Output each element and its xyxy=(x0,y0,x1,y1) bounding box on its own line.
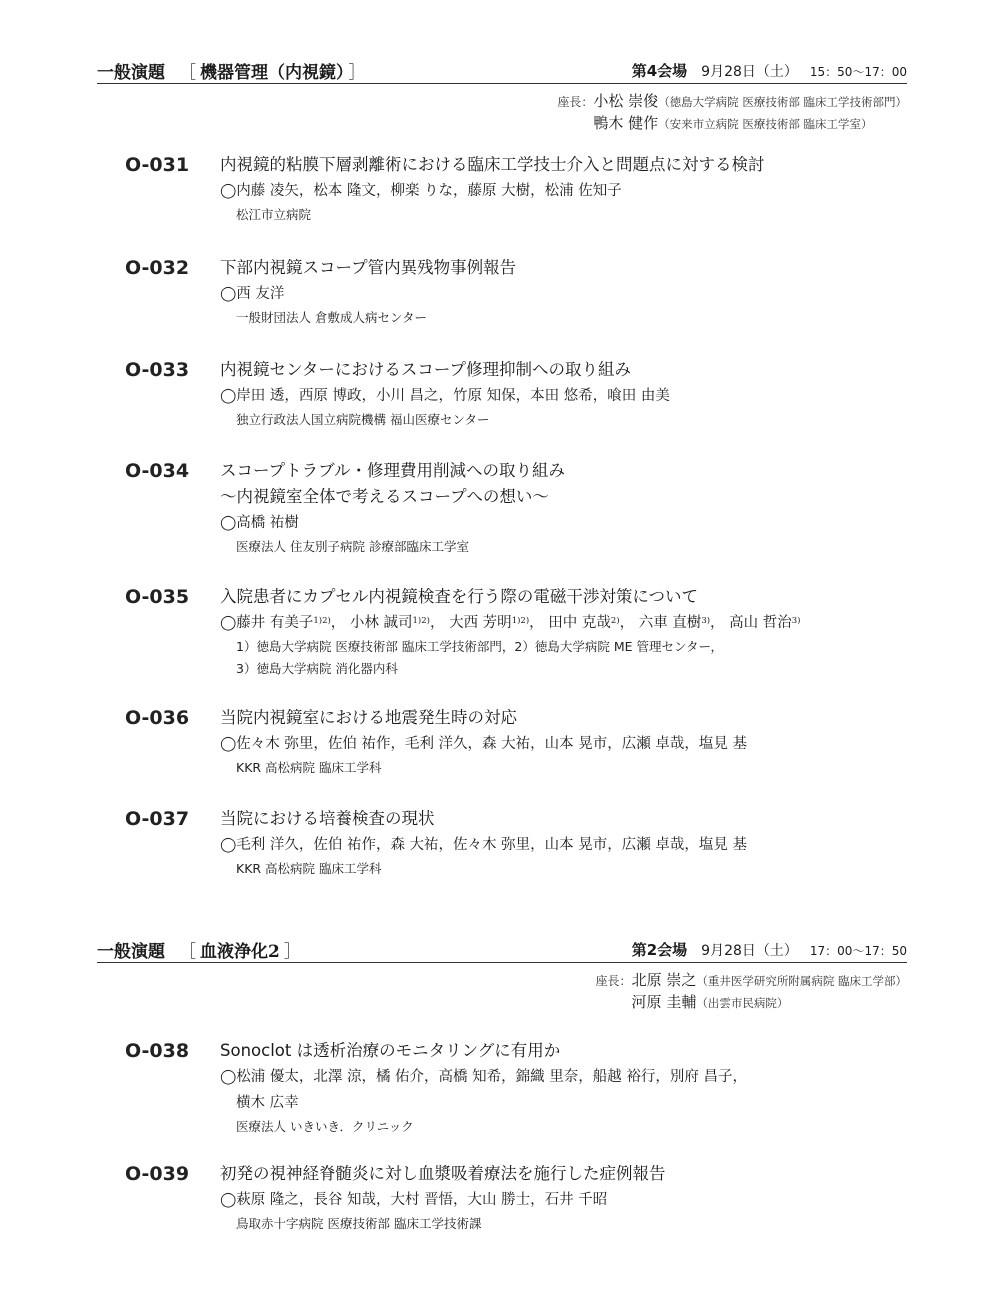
bracket-open: ［ xyxy=(179,942,196,962)
session-date: 9月28日（土） xyxy=(701,943,798,959)
chair-prefix: 座長： xyxy=(595,974,632,988)
chairs-block xyxy=(596,969,907,1013)
abstract-title: スコープトラブル・修理費用削減への取り組み xyxy=(220,461,566,480)
author-name: 高山 哲治 xyxy=(729,615,792,631)
chair-name: 鴨木 健作 xyxy=(593,114,659,132)
author-affil-mark: 1)2) xyxy=(313,616,331,626)
author-separator: ， xyxy=(710,615,725,631)
abstract-code: O-039 xyxy=(125,1163,190,1185)
author-affil-mark: 1)2) xyxy=(412,616,430,626)
author-affil-mark: 3) xyxy=(701,616,711,626)
abstract-affiliation: 医療法人 いきいき．クリニック xyxy=(236,1119,414,1134)
abstract-authors-cont xyxy=(220,1090,910,1116)
author-name: ◯藤井 有美子 xyxy=(220,615,314,631)
author-separator: ， xyxy=(330,615,346,631)
session-venue: 第2会場 xyxy=(631,941,688,959)
abstract-authors: ◯松浦 優太，北澤 涼，橘 佑介，高橋 知希，錦織 里奈，船越 裕行，別府 昌子， xyxy=(220,1069,747,1085)
chairs-block xyxy=(557,90,907,134)
abstract-affiliation: 鳥取赤十字病院 医療技術部 臨床工学技術課 xyxy=(236,1216,482,1231)
author-affil-mark: 1)2) xyxy=(511,616,530,626)
session-label: 一般演題 xyxy=(97,63,165,83)
chair-name: 北原 崇之 xyxy=(631,971,697,989)
abstract-title: Sonoclot は透析治療のモニタリングに有用か xyxy=(220,1041,561,1060)
author-name: 田中 克哉 xyxy=(548,615,611,631)
abstract-title: 初発の視神経脊髄炎に対し血漿吸着療法を施行した症例報告 xyxy=(220,1164,666,1183)
chair-row xyxy=(557,112,907,134)
abstract-authors: ◯毛利 洋久，佐伯 祐作，森 大祐，佐々木 弥里，山本 晃市，広瀬 卓哉，塩見 基 xyxy=(220,837,747,853)
abstract-affiliation: 松江市立病院 xyxy=(236,207,312,222)
session-header xyxy=(97,58,907,84)
bracket-open: ［ xyxy=(179,63,196,83)
session-time: 17：00〜17：50 xyxy=(809,944,907,958)
abstract-code: O-033 xyxy=(125,359,190,381)
abstract-affiliation: 独立行政法人国立病院機構 福山医療センター xyxy=(236,412,490,427)
abstract-affiliation: 医療法人 住友別子病院 診療部臨床工学室 xyxy=(236,539,469,554)
abstract-authors: ◯萩原 隆之，長谷 知哉，大村 晋悟，大山 勝士，石井 千昭 xyxy=(220,1192,608,1208)
abstract-affiliation: 一般財団法人 倉敷成人病センター xyxy=(236,310,427,325)
abstract-authors: ◯佐々木 弥里，佐伯 祐作，毛利 洋久，森 大祐，山本 晃市，広瀬 卓哉，塩見 基 xyxy=(220,736,747,752)
author-name: 大西 芳明 xyxy=(449,615,512,631)
author-separator: ， xyxy=(429,615,445,631)
abstract-title: 当院における培養検査の現状 xyxy=(220,809,435,828)
abstract-code: O-032 xyxy=(125,257,190,279)
chair-affiliation: （徳島大学病院 医療技術部 臨床工学技術部門） xyxy=(658,95,907,109)
abstract-title: 入院患者にカプセル内視鏡検査を行う際の電磁干渉対策について xyxy=(220,587,699,606)
session-topic: 血液浄化2 xyxy=(200,942,280,962)
header-rule xyxy=(97,962,907,963)
session-topic: 機器管理（内視鏡） xyxy=(200,63,345,83)
abstract-title: 内視鏡的粘膜下層剥離術における臨床工学技士介入と問題点に対する検討 xyxy=(220,155,765,174)
chair-prefix: 座長： xyxy=(557,95,594,109)
author-name: 六車 直樹 xyxy=(638,615,702,631)
abstract-code: O-038 xyxy=(125,1040,190,1062)
abstract-authors: ◯西 友洋 xyxy=(220,286,285,302)
session-date: 9月28日（土） xyxy=(701,64,798,80)
author-name: 小林 誠司 xyxy=(349,615,413,631)
abstract-code: O-036 xyxy=(125,707,190,729)
abstract-affiliation: KKR 高松病院 臨床工学科 xyxy=(236,861,382,876)
session-venue: 第4会場 xyxy=(631,62,688,80)
abstract-subtitle: 〜内視鏡室全体で考えるスコープへの想い〜 xyxy=(220,487,549,506)
abstract-affiliation: 1）徳島大学病院 医療技術部 臨床工学技術部門，2）徳島大学病院 ME 管理センター， xyxy=(236,639,723,654)
author-continuation: 横木 広幸 xyxy=(236,1095,299,1111)
abstract-code: O-034 xyxy=(125,460,190,482)
chair-row xyxy=(596,969,907,991)
chair-name: 小松 崇俊 xyxy=(593,92,659,110)
session-time: 15：50〜17：00 xyxy=(809,65,907,79)
author-affil-mark: 2) xyxy=(610,616,620,626)
abstract-title: 内視鏡センターにおけるスコープ修理抑制への取り組み xyxy=(220,360,632,379)
chair-name: 河原 圭輔 xyxy=(631,993,697,1011)
abstract-title: 当院内視鏡室における地震発生時の対応 xyxy=(220,708,517,727)
abstract-code: O-035 xyxy=(125,586,190,608)
author-separator: ， xyxy=(529,615,544,631)
chair-affiliation: （安来市立病院 医療技術部 臨床工学室） xyxy=(658,117,873,131)
chair-row xyxy=(557,90,907,112)
session-header xyxy=(97,937,907,963)
abstract-title: 下部内視鏡スコープ管内異残物事例報告 xyxy=(220,258,517,277)
abstract-affiliation: 3）徳島大学病院 消化器内科 xyxy=(236,661,398,676)
chair-affiliation: （重井医学研究所附属病院 臨床工学部） xyxy=(696,974,907,988)
session-label: 一般演題 xyxy=(97,942,165,962)
abstract-authors: ◯内藤 凌矢，松本 隆文，柳楽 りな，藤原 大樹，松浦 佐知子 xyxy=(220,183,622,199)
author-affil-mark: 3) xyxy=(791,616,801,626)
bracket-close: ］ xyxy=(283,942,301,962)
chair-row xyxy=(596,991,907,1013)
abstract-authors: ◯高橋 祐樹 xyxy=(220,515,299,531)
abstract-code: O-037 xyxy=(125,808,190,830)
header-rule xyxy=(97,83,907,84)
abstract-code: O-031 xyxy=(125,154,190,176)
author-separator: ， xyxy=(619,615,635,631)
abstract-authors: ◯岸田 透，西原 博政，小川 昌之，竹原 知保，本田 悠希，喰田 由美 xyxy=(220,388,670,404)
abstract-authors xyxy=(220,610,910,636)
chair-affiliation: （出雲市民病院） xyxy=(696,996,789,1010)
abstract-affiliation: KKR 高松病院 臨床工学科 xyxy=(236,760,382,775)
bracket-close: ］ xyxy=(348,63,366,83)
